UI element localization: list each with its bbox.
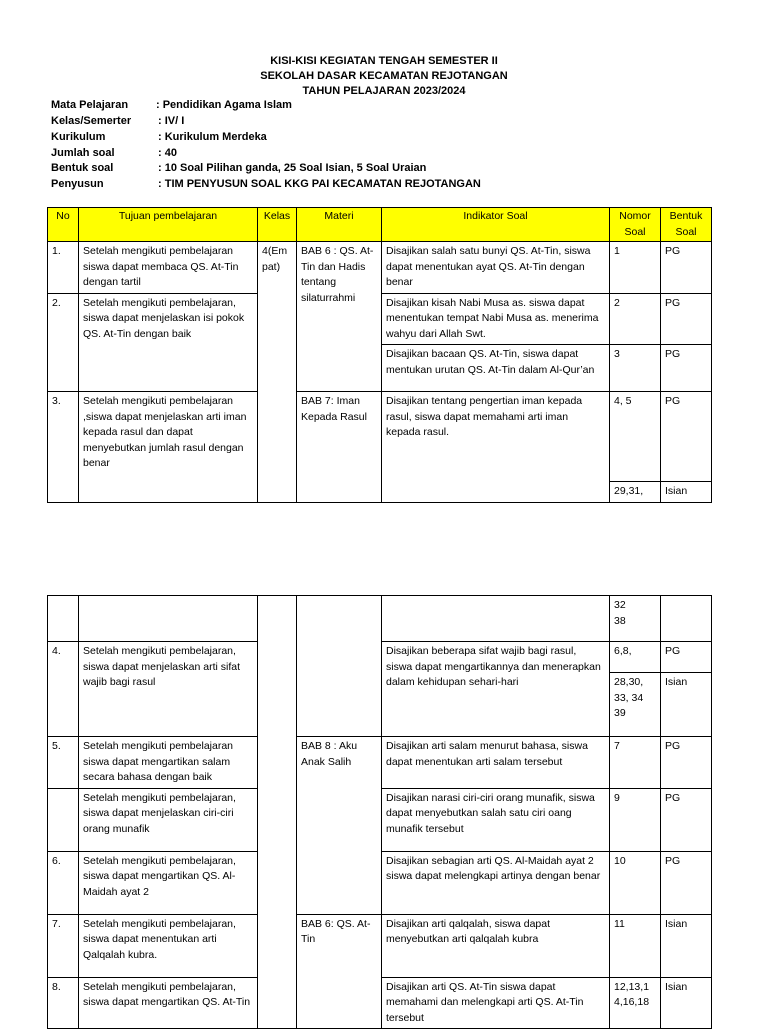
cell-tujuan: Setelah mengikuti pembelajaran, siswa dapat menjelaskan ciri-ciri orang munafik [79, 788, 258, 851]
cell-no: 2. [48, 293, 79, 392]
meta-label: Penyusun [51, 178, 104, 190]
cell-nomor: 29,31, [610, 482, 661, 503]
cell-tujuan: Setelah mengikuti pembelajaran, siswa dapat mengartikan QS. At-Tin [79, 977, 258, 1029]
cell-indikator: Disajikan arti salam menurut bahasa, siswa dapat menentukan arti salam tersebut [382, 737, 610, 789]
cell-indikator: Disajikan tentang pengertian iman kepada rasul, siswa dapat memahami arti iman kepada rasul. [382, 392, 610, 503]
table-row [48, 914, 712, 977]
cell-no [48, 788, 79, 851]
meta-label: Bentuk soal [51, 162, 114, 174]
meta-value: : Pendidikan Agama Islam [156, 99, 292, 111]
cell-bentuk: PG [661, 392, 712, 482]
header-nomor: Nomor Soal [610, 208, 661, 242]
cell-bentuk: PG [661, 737, 712, 789]
cell-materi: BAB 6: QS. At-Tin [297, 914, 382, 1029]
cell-indikator: Disajikan bacaan QS. At-Tin, siswa dapat mentukan urutan QS. At-Tin dalam Al-Qur’an [382, 345, 610, 392]
doc-title-line3: TAHUN PELAJARAN 2023/2024 [302, 85, 466, 97]
table-row [48, 737, 712, 789]
cell-bentuk: Isian [661, 673, 712, 737]
meta-value: : Kurikulum Merdeka [158, 131, 267, 143]
cell-materi: BAB 6 : QS. At-Tin dan Hadis tentang silaturrahmi [297, 242, 382, 392]
header-no: No [48, 208, 79, 242]
cell-tujuan: Setelah mengikuti pembelajaran siswa dapat mengartikan salam secara bahasa dengan baik [79, 737, 258, 789]
table-row [48, 596, 712, 642]
cell-bentuk: Isian [661, 977, 712, 1029]
cell-bentuk: PG [661, 293, 712, 345]
cell-tujuan: Setelah mengikuti pembelajaran, siswa dapat menjelaskan arti sifat wajib bagi rasul [79, 642, 258, 737]
header-indikator: Indikator Soal [382, 208, 610, 242]
cell-nomor: 7 [610, 737, 661, 789]
cell-tujuan: Setelah mengikuti pembelajaran, siswa dapat mengartikan QS. Al-Maidah ayat 2 [79, 851, 258, 914]
meta-label: Jumlah soal [51, 147, 115, 159]
cell-no: 6. [48, 851, 79, 914]
meta-label: Kurikulum [51, 131, 106, 143]
cell-no: 8. [48, 977, 79, 1029]
cell-tujuan: Setelah mengikuti pembelajaran, siswa dapat menentukan arti Qalqalah kubra. [79, 914, 258, 977]
cell-indikator: Disajikan arti QS. At-Tin siswa dapat memahami dan melengkapi arti QS. At-Tin tersebut [382, 977, 610, 1029]
cell-bentuk: PG [661, 345, 712, 392]
cell-bentuk: Isian [661, 914, 712, 977]
cell-tujuan: Setelah mengikuti pembelajaran ,siswa dapat menjelaskan arti iman kepada rasul dan dapat menyebutkan jumlah rasul dengan benar [79, 392, 258, 503]
cell-nomor: 9 [610, 788, 661, 851]
cell-indikator: Disajikan kisah Nabi Musa as. siswa dapat menentukan tempat Nabi Musa as. menerima wahyu dari Allah Swt. [382, 293, 610, 345]
cell-no: 1. [48, 242, 79, 294]
cell-nomor: 2 [610, 293, 661, 345]
cell-bentuk: PG [661, 788, 712, 851]
cell-nomor: 1 [610, 242, 661, 294]
header-kelas: Kelas [258, 208, 297, 242]
cell-materi [297, 596, 382, 737]
cell-nomor: 6,8, [610, 642, 661, 673]
cell-nomor: 11 [610, 914, 661, 977]
cell-nomor: 12,13,1 4,16,18 [610, 977, 661, 1029]
table-row [48, 242, 712, 294]
cell-bentuk: PG [661, 851, 712, 914]
table-row [48, 392, 712, 482]
cell-indikator [382, 596, 610, 642]
cell-indikator: Disajikan narasi ciri-ciri orang munafik, siswa dapat menyebutkan salah satu ciri oang munafik tersebut [382, 788, 610, 851]
cell-no [48, 596, 79, 642]
meta-label: Mata Pelajaran [51, 99, 129, 111]
cell-nomor: 28,30, 33, 34 39 [610, 673, 661, 737]
header-tujuan: Tujuan pembelajaran [79, 208, 258, 242]
cell-bentuk: Isian [661, 482, 712, 503]
kisi-table-page1 [47, 207, 712, 503]
cell-tujuan: Setelah mengikuti pembelajaran siswa dapat membaca QS. At-Tin dengan tartil [79, 242, 258, 294]
meta-value: : 10 Soal Pilihan ganda, 25 Soal Isian, 5 Soal Uraian [158, 162, 427, 174]
cell-indikator: Disajikan salah satu bunyi QS. At-Tin, siswa dapat menentukan ayat QS. At-Tin dengan benar [382, 242, 610, 294]
cell-materi: BAB 8 : Aku Anak Salih [297, 737, 382, 915]
table-header-row [48, 208, 712, 242]
cell-nomor: 10 [610, 851, 661, 914]
cell-indikator: Disajikan arti qalqalah, siswa dapat menyebutkan arti qalqalah kubra [382, 914, 610, 977]
cell-tujuan [79, 596, 258, 642]
cell-nomor: 3 [610, 345, 661, 392]
meta-value: : IV/ I [158, 115, 185, 127]
header-materi: Materi [297, 208, 382, 242]
cell-kelas: 4(Em pat) [258, 242, 297, 503]
cell-no: 7. [48, 914, 79, 977]
cell-kelas [258, 596, 297, 1029]
cell-tujuan: Setelah mengikuti pembelajaran, siswa dapat menjelaskan isi pokok QS. At-Tin dengan baik [79, 293, 258, 392]
meta-value: : 40 [158, 147, 177, 159]
cell-bentuk [661, 596, 712, 642]
header-bentuk: Bentuk Soal [661, 208, 712, 242]
meta-label: Kelas/Semerter [51, 115, 132, 127]
doc-title-line1: KISI-KISI KEGIATAN TENGAH SEMESTER II [270, 55, 498, 67]
cell-materi: BAB 7: Iman Kepada Rasul [297, 392, 382, 503]
cell-indikator: Disajikan beberapa sifat wajib bagi rasul, siswa dapat mengartikannya dan menerapkan dalam kehidupan sehari-hari [382, 642, 610, 737]
cell-no: 5. [48, 737, 79, 789]
cell-nomor: 32 38 [610, 596, 661, 642]
meta-value: : TIM PENYUSUN SOAL KKG PAI KECAMATAN REJOTANGAN [158, 178, 481, 190]
cell-bentuk: PG [661, 242, 712, 294]
cell-bentuk: PG [661, 642, 712, 673]
cell-no: 3. [48, 392, 79, 503]
cell-indikator: Disajikan sebagian arti QS. Al-Maidah ayat 2 siswa dapat melengkapi artinya dengan benar [382, 851, 610, 914]
cell-no: 4. [48, 642, 79, 737]
cell-nomor: 4, 5 [610, 392, 661, 482]
kisi-table-page2 [47, 595, 712, 1029]
doc-title-line2: SEKOLAH DASAR KECAMATAN REJOTANGAN [260, 70, 508, 82]
